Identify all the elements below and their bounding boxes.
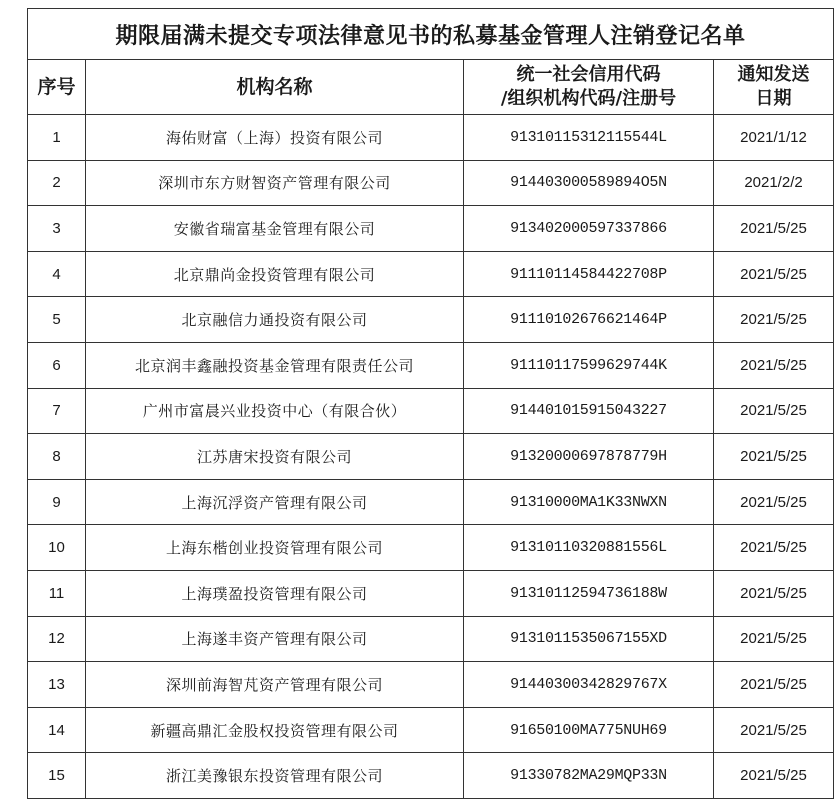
row-code: 91110117599629744K [464,342,714,388]
row-code: 91110102676621464P [464,297,714,343]
row-index: 1 [28,115,86,161]
row-name: 浙江美豫银东投资管理有限公司 [86,753,464,799]
row-name: 江苏唐宋投资有限公司 [86,434,464,480]
header-date-line1: 通知发送 [737,64,810,85]
table-row [28,160,834,206]
row-code: 91310112594736188W [464,570,714,616]
table-row [28,297,834,343]
row-index: 14 [28,707,86,753]
row-code: 91650100MA775NUH69 [464,707,714,753]
header-code [464,60,714,115]
row-date: 2021/5/25 [714,388,834,434]
row-name: 安徽省瑞富基金管理有限公司 [86,206,464,252]
row-code: 91310115350671​55XD [464,616,714,662]
header-date [714,60,834,115]
row-code: 91330782MA29MQP33N [464,753,714,799]
row-date: 2021/5/25 [714,525,834,571]
table-row [28,570,834,616]
row-name: 深圳市东方财智资产管理有限公司 [86,160,464,206]
row-index: 6 [28,342,86,388]
row-date: 2021/5/25 [714,342,834,388]
table-row [28,479,834,525]
header-name: 机构名称 [86,60,464,115]
row-date: 2021/1/12 [714,115,834,161]
table-title: 期限届满未提交专项法律意见书的私募基金管理人注销登记名单 [28,9,834,60]
header-date-line2: 日期 [755,88,792,109]
row-code: 9111011458442270​8P [464,251,714,297]
table-row [28,525,834,571]
row-code: 91320000697878779H [464,434,714,480]
row-name: 北京鼎尚金投资管理有限公司 [86,251,464,297]
row-name: 上海璞盈投资管理有限公司 [86,570,464,616]
row-date: 2021/5/25 [714,753,834,799]
row-index: 15 [28,753,86,799]
row-index: 3 [28,206,86,252]
table-row [28,388,834,434]
row-date: 2021/5/25 [714,251,834,297]
row-date: 2021/5/25 [714,297,834,343]
row-name: 北京润丰鑫融投资基金管理有限责任公司 [86,342,464,388]
table-row [28,206,834,252]
table-row [28,662,834,708]
row-name: 上海东楷创业投资管理有限公司 [86,525,464,571]
table-row [28,251,834,297]
row-index: 10 [28,525,86,571]
row-index: 9 [28,479,86,525]
row-date: 2021/5/25 [714,570,834,616]
row-index: 2 [28,160,86,206]
header-row [28,60,834,115]
table-row [28,342,834,388]
row-name: 北京融信力通投资有限公司 [86,297,464,343]
row-name: 上海遂丰资产管理有限公司 [86,616,464,662]
row-date: 2021/5/25 [714,206,834,252]
row-date: 2021/5/25 [714,662,834,708]
row-code: 91310115312115544L [464,115,714,161]
header-code-line1: 统一社会信用代码 [516,64,661,85]
row-date: 2021/2/2 [714,160,834,206]
row-name: 广州市富晨兴业投资中心（有限合伙） [86,388,464,434]
row-index: 13 [28,662,86,708]
row-date: 2021/5/25 [714,707,834,753]
table-row [28,707,834,753]
row-index: 12 [28,616,86,662]
table-row [28,434,834,480]
row-code: 91310000MA1K33NWXN [464,479,714,525]
table-row [28,616,834,662]
header-index: 序号 [28,60,86,115]
row-index: 5 [28,297,86,343]
row-date: 2021/5/25 [714,616,834,662]
row-index: 4 [28,251,86,297]
row-code: 91440101591504322​7 [464,388,714,434]
row-code: 91310110320881556L [464,525,714,571]
row-date: 2021/5/25 [714,479,834,525]
row-code: 91340200059733786​6 [464,206,714,252]
table-row [28,115,834,161]
row-index: 7 [28,388,86,434]
row-name: 深圳前海智芃资产管理有限公司 [86,662,464,708]
row-code: 91440300342829767X [464,662,714,708]
deregistration-table [27,8,834,799]
row-name: 上海沉浮资产管理有限公司 [86,479,464,525]
row-index: 11 [28,570,86,616]
header-code-line2: /组织机构代码/注册号 [500,88,677,109]
row-code: 914403000589894O5N [464,160,714,206]
row-name: 新疆高鼎汇金股权投资管理有限公司 [86,707,464,753]
table-row [28,753,834,799]
row-name: 海佑财富（上海）投资有限公司 [86,115,464,161]
row-index: 8 [28,434,86,480]
row-date: 2021/5/25 [714,434,834,480]
